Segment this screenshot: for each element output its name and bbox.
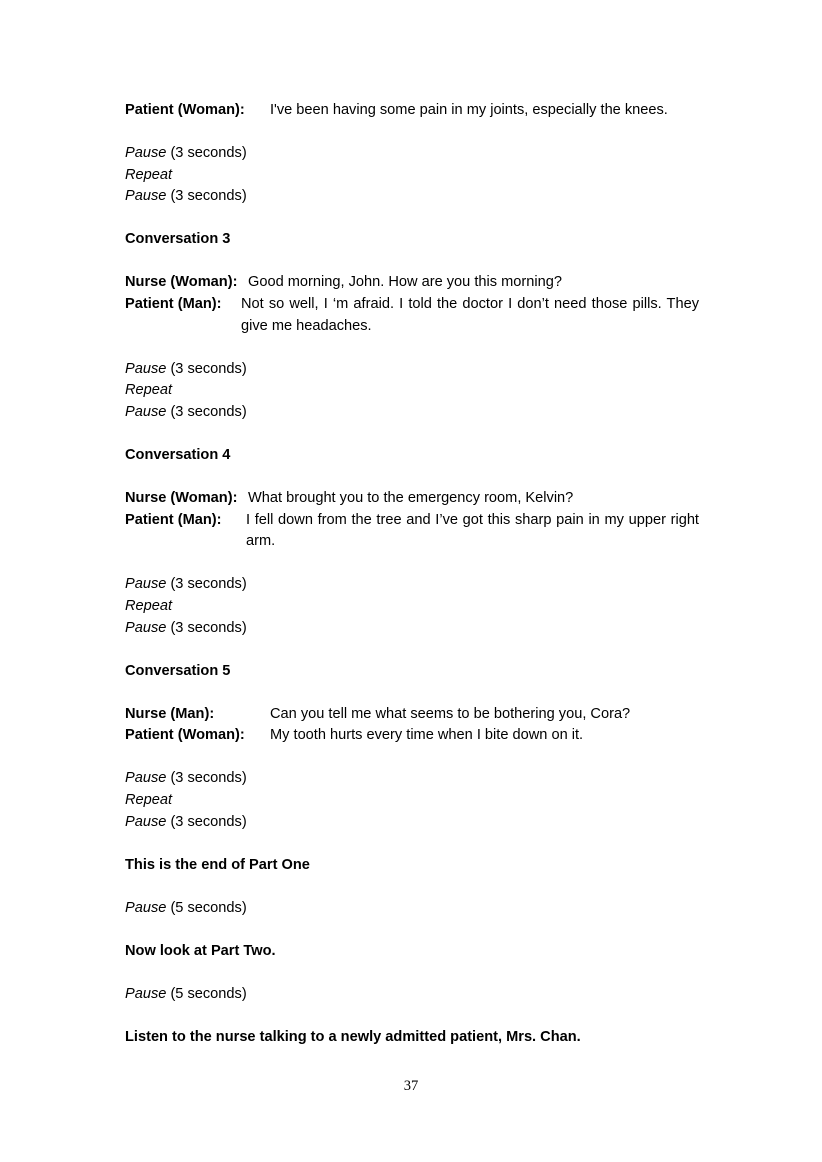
- pause-cue: Pause (5 seconds): [125, 899, 247, 916]
- pause-cue: Pause (3 seconds): [125, 188, 247, 205]
- repeat-cue: Repeat: [125, 792, 173, 809]
- turn-nurse-woman: [125, 272, 699, 294]
- listen-instruction: Listen to the nurse talking to a newly admitted patient, Mrs. Chan.: [125, 1029, 581, 1046]
- speaker-label: Patient (Man):: [125, 296, 222, 313]
- pause-cue: Pause (5 seconds): [125, 986, 247, 1003]
- speaker-label: Nurse (Man):: [125, 705, 215, 722]
- pause-cue: Pause (3 seconds): [125, 360, 247, 377]
- pause-cue: Pause (3 seconds): [125, 403, 247, 420]
- utterance: Good morning, John. How are you this morning?: [248, 274, 562, 291]
- end-part-one-heading: This is the end of Part One: [125, 856, 310, 873]
- speaker-label: Patient (Man):: [125, 511, 222, 528]
- pause-cue: Pause (3 seconds): [125, 813, 247, 830]
- turn-patient-woman: [125, 100, 699, 122]
- utterance: I've been having some pain in my joints, especially the knees.: [270, 102, 668, 118]
- page-number: 37: [403, 1078, 419, 1094]
- utterance: Can you tell me what seems to be bothering you, Cora?: [270, 705, 631, 722]
- speaker-label: Patient (Woman):: [125, 102, 245, 118]
- turn-patient-man: [125, 294, 699, 337]
- speaker-label: Nurse (Woman):: [125, 274, 238, 291]
- part-two-heading: Now look at Part Two.: [125, 942, 276, 959]
- repeat-cue: Repeat: [125, 382, 173, 399]
- pause-cue: Pause (3 seconds): [125, 619, 247, 636]
- pause-cue: Pause (3 seconds): [125, 145, 247, 162]
- utterance: I fell down from the tree and I’ve got this sharp pain in my upper right arm.: [246, 511, 699, 550]
- turn-nurse-woman: [125, 488, 699, 510]
- conversation-heading: Conversation 5: [125, 662, 231, 679]
- turn-patient-man: [125, 510, 699, 553]
- pause-cue: Pause (3 seconds): [125, 576, 247, 593]
- utterance: My tooth hurts every time when I bite down on it.: [270, 727, 584, 744]
- speaker-label: Nurse (Woman):: [125, 490, 238, 507]
- transcript-page: [125, 100, 699, 1049]
- turn-patient-woman: [125, 725, 699, 747]
- repeat-cue: Repeat: [125, 598, 173, 614]
- utterance: What brought you to the emergency room, Kelvin?: [248, 490, 574, 507]
- repeat-cue: Repeat: [125, 166, 173, 183]
- utterance: Not so well, I ‘m afraid. I told the doctor I don’t need those pills. They give me headaches.: [241, 296, 699, 334]
- speaker-label: Patient (Woman):: [125, 727, 245, 744]
- pause-cue: Pause (3 seconds): [125, 770, 247, 787]
- conversation-heading: Conversation 4: [125, 447, 231, 464]
- conversation-heading: Conversation 3: [125, 231, 231, 248]
- turn-nurse-man: [125, 704, 699, 726]
